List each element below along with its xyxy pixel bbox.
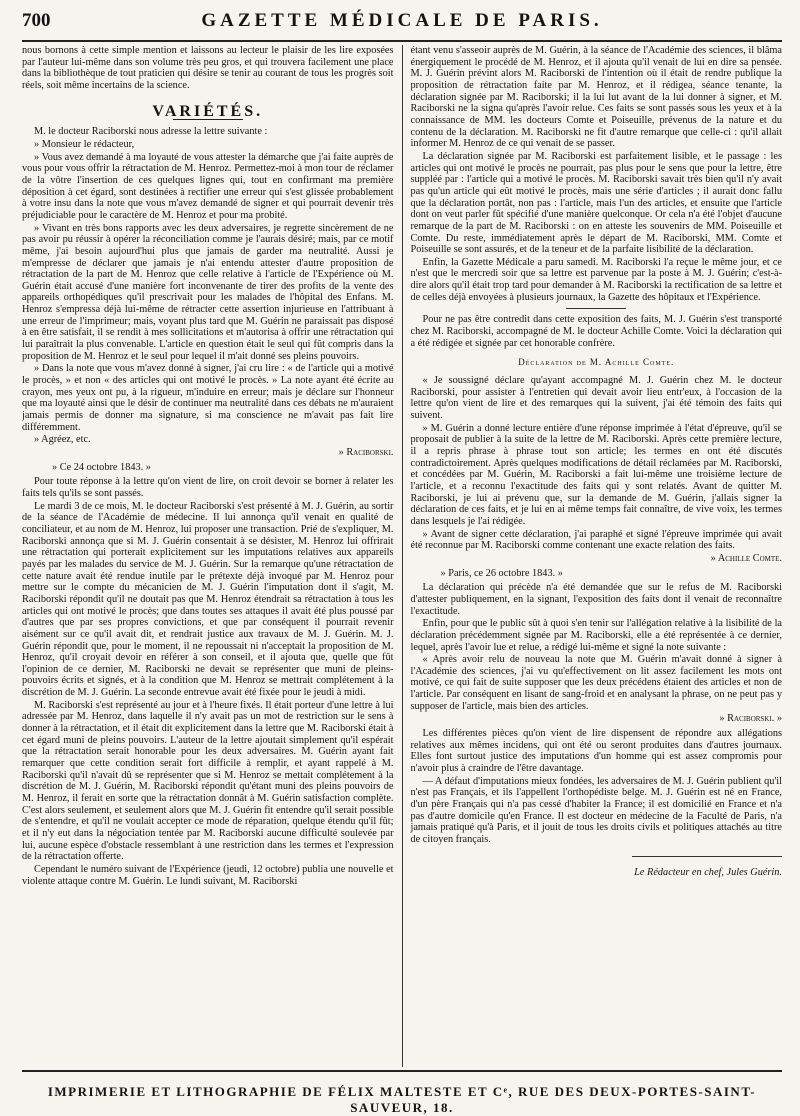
paragraph: M. Raciborski s'est représenté au jour et à l'heure fixés. Il était porteur d'une lettre à lui adressée par M. Henroz, dans laquelle il n'y avait pas un mot de restriction sur le sens à donner à la rétractation, et il était dit explicitement dans la lettre que M. Raciborski était à cet égard muni de pleins pouvoirs. L'auteur de la lettre ajoutait simplement qu'il espérait que la rétractation serait honorable pour les deux adversaires. M. Guérin ayant fait remarquer que cette condition serait fort difficile à remplir, et ayant rappelé à M. Raciborski qu'il n'avait dû se représenter que si M. Henroz se mettait complétement à la discrétion de M. J. Guérin, M. Raciborski répondit qu'étant muni des pleins pouvoirs de M. Henroz, il ferait en sorte que la rétractation donnât à M. Guérin satisfaction complète. C'est alors seulement, et seulement alors que M. J. Guérin fit entendre qu'il serait possible de s'entendre, et qu'il ne voulait accepter ce mode de réparation, quelque étendu qu'il fût; et il n'y eut dans la négociation tentée par M. Raciborski aucune difficulté soulevée par lui, aucune espèce d'obstacle ressemblant à une restriction dans les termes et l'expression de la rétractation offerte. [22,699,394,863]
declaration-date: » Paris, ce 26 octobre 1843. » [440,567,563,579]
signature: » Raciborski. [338,447,394,458]
closing: » Agréez, etc. [34,434,91,446]
paragraph: » Avant de signer cette déclaration, j'ai paraphé et signé l'épreuve imprimée qui avait été reconnue par M. Raciborski comme contenant une exacte relation des faits. [410,528,782,552]
printer-imprint: IMPRIMERIE ET LITHOGRAPHIE DE FÉLIX MALTESTE ET Cᵉ, RUE DES DEUX-PORTES-SAINT-SAUVEUR, 18. [22,1070,782,1116]
divider [632,856,782,857]
page-number: 700 [22,10,51,31]
editor-signature: Le Rédacteur en chef, Jules Guérin. [634,866,782,878]
section-title: VARIÉTÉS. [152,102,264,120]
right-column [403,45,783,1067]
page-header [22,10,782,42]
paragraph: Enfin, la Gazette Médicale a paru samedi. M. Raciborski l'a reçue le même jour, et ce n'est que le mercredi soir que sa lettre est parvenue par la poste à M. J. Guérin; c'est-à-dire alors qu'il était trop tard pour demander à M. Raciborski la rectification de sa lettre et de celles déjà envoyées à plusieurs journaux, la Gazette des hôpitaux et l'Expérience. [410,256,782,303]
paragraph: Pour ne pas être contredit dans cette exposition des faits, M. J. Guérin s'est transporté chez M. Raciborski, accompagné de M. le docteur Achille Comte. Voici la déclaration qui a été rédigée et signée par cet honorable confrère. [410,314,782,349]
signature: » Raciborski. » [719,713,782,725]
paragraph: » Dans la note que vous m'avez donné à signer, j'ai cru lire : « de l'article qui a motivé le procès, » et non « des articles qui ont motivé le procès. » La note ayant été écrite au crayon, mes yeux ont pu, à la rigueur, m'induire en erreur; mais je déclare sur l'honneur que ma loyauté ainsi que le désir de continuer ma neutralité dans ces débats ne m'auraient jamais permis de donner ma signature, si ma conscience ne m'avait pas fait lire différemment. [22,363,394,433]
letter-date: » Ce 24 octobre 1843. » [52,461,151,473]
two-column-body [22,45,782,1067]
paragraph: » M. Guérin a donné lecture entière d'une réponse imprimée à l'état d'épreuve, qu'il se proposait de publier à la suite de la lettre de M. Raciborski. Après cette première lecture, il a repris phrase à phrase tout son article; les termes en ont été discutés contradictoirement. Après quelques modifications de détail réclamées par M. Raciborski, et concédées par M. Guérin, M. Raciborski a fait lui-même une troisième lecture de l'article, et a reconnu l'exactitude des faits qui y sont relatés. Avant de quitter M. Raciborski, je lui ai prévenu que, sur la demande de M. Guérin, j'allais signer la déclaration de ces faits, et je lui en ai même temps fait connaître, de vive voix, les termes dans lesquels je l'ai rédigée. [410,422,782,527]
left-column [22,45,402,1067]
declaration-heading: Déclaration de M. Achille Comte. [518,357,675,368]
signature: » Achille Comte. [710,552,782,564]
paragraph: La déclaration signée par M. Raciborski est parfaitement lisible, et le passage : les articles qui ont motivé le procès ne pourrait, pas plus pour le sens que pour la lettre, être suppléé par : l'article qui a motivé le procès. M. Raciborski savait très bien qu'il n'y avait pas qu'un article qui eût motivé le procès, mais une série d'articles ; il aurait donc fallu que la déclaration portât, non pas : l'article, mais l'un des articles, et ensuite que l'article dont on veut parler fût spécifié d'une manière quelconque. Or cela n'a été l'objet d'aucune remarque de la part de M. Raciborski : on en atteste les souvenirs de MM. Poiseuille et Comte. Du reste, immédiatement après le départ de M. Raciborski, MM. Comte et Poiseuille se sont assurés, et de la teneur et de la parfaite lisibilité de la déclaration. [410,150,782,256]
paragraph: — A défaut d'imputations mieux fondées, les adversaires de M. J. Guérin publient qu'il n'est pas Français, et ils l'appellent l'orthopédiste belge. M. J. Guérin est né en France, d'un père Français qui n'a pas cessé d'habiter la France; il est domicilié en France et n'a pas d'autre domicile qu'en France. Il est docteur en médecine de la Faculté de Paris, n'a jamais pratiqué qu'à Paris, et il jouit de tous les droits civils et politiques attachés au titre de citoyen français. [410,775,782,845]
paragraph: Enfin, pour que le public sût à quoi s'en tenir sur l'allégation relative à la lisibilité de la déclaration précédemment signée par M. Raciborski, elle a été représentée à ce dernier, lequel, après l'avoir lue et relue, a rédigé lui-même et signé la note suivante : [410,618,782,653]
paragraph: » Vous avez demandé à ma loyauté de vous attester la démarche que j'ai faite auprès de vous pour vous offrir la rétractation de M. Henroz. Permettez-moi à mon tour de réclamer de la vôtre l'insertion de ces quelques lignes qui, tout en confirmant ma première déposition à cet égard, sont destinées à rectifier une erreur qui s'est glissée probablement à votre insu dans la note que vous m'avez demandé de signer et qui pourrait devenir très préjudiciable pour le caractère de M. Henroz et pour ma probité. [22,151,394,221]
paragraph: » Vivant en très bons rapports avec les deux adversaires, je regrette sincèrement de ne pas avoir pu réussir à opérer la réconciliation comme je l'aurais désiré; mais, par ce motif même, j'ai besoin aujourd'hui plus que jamais de garder ma neutralité. Aussi je m'empresse de déclarer que jamais je n'ai entendu attester d'autre proposition de rétractation de la part de M. Henroz que celle relative à l'article de l'Expérience où M. Guérin était accusé d'une manière fort inconvenante de tirer des profits de la vente des appareils orthopédiques qu'il prescrivait pour les malades de l'hôpital des Enfans. M. Henroz s'empressa déjà lui-même de rétracter cette assertion injurieuse en l'attribuant à une erreur de l'imprimeur; mais, voyant plus tard que M. Guérin ne paraissait pas disposé à en être satisfait, il se rendit à mes sollicitations et m'autorisa à offrir une rétractation qui lui paraîtrait la plus convenable. L'article en question était le seul qui fût compris dans la proposition de M. Henroz et le seul pour lequel il m'ait donné ses pleins pouvoirs. [22,222,394,362]
paragraph: Le mardi 3 de ce mois, M. le docteur Raciborski s'est présenté à M. J. Guérin, au sortir de la séance de l'Académie de médecine. Il lui annonça qu'il venait en qualité de conciliateur, et au nom de M. Henroz, lui proposer une transaction. Prié de s'expliquer, M. Raciborski annonça que si M. J. Guérin consentait à se désister, M. Henroz lui offrirait une rétractation qui porterait explicitement sur les imputations relatives aux appareils payés par les malades du service de M. J. Guérin. Sur la remarque qu'une rétractation de cette nature avait été rendue inutile par le prétexte déjà invoqué par M. Henroz pour mettre sur le compte du mécanicien de M. J. Guérin l'imputation dont il s'agit, M. Raciborski répondit qu'il ne doutait pas que M. Henroz étendrait sa rétractation à tous les articles qui ont motivé le procès; que dans toutes ses attaques il avait été plus poussé par d'autres que par ses propres convictions, et que par conséquent il pourrait revenir aisément sur ce qu'il avait dit, et rendrait justice aux travaux de M. J. Guérin. M. J. Guérin répondit que, pour le moment, il ne repoussait ni n'acceptait la proposition de M. Henroz, qu'il croyait devoir en référer à son conseil, et il ajouta que, quelle que fût l'opinion de ce dernier, M. Raciborski ne devait se représenter que muni de pleins-pouvoirs écrits et signés, et à la condition que M. Henroz se mettrait complétement à la discrétion de M. J. Guérin. La seconde entrevue avait été fixée pour le jeudi à midi. [22,500,394,699]
salutation: » Monsieur le rédacteur, [34,138,135,150]
paragraph: Pour toute réponse à la lettre qu'on vient de lire, on croit devoir se borner à relater les faits tels qu'ils se sont passés. [22,476,394,499]
paragraph: M. le docteur Raciborski nous adresse la lettre suivante : [34,126,268,138]
journal-title: GAZETTE MÉDICALE DE PARIS. [201,10,603,31]
paragraph: La déclaration qui précède n'a été demandée que sur le refus de M. Raciborski d'attester publiquement, en la signant, l'exposition des faits dont il venait de reconnaître l'exactitude. [410,582,782,617]
paragraph: Les différentes pièces qu'on vient de lire dispensent de répondre aux allégations relatives aux mêmes incidens, qui ont été ou seront produites dans d'autres journaux. Elles font surtout justice des imputations d'un homme qui est assez compromis pour n'avoir plus à craindre de l'être davantage. [410,728,782,775]
paragraph: étant venu s'asseoir auprès de M. Guérin, à la séance de l'Académie des sciences, il blâma énergiquement le procédé de M. Henroz, et il ajouta qu'il venait de lui en dire sa pensée. M. J. Guérin prévint alors M. Raciborski de l'intention où il était de rendre publique la proposition de rétractation faite par M. Henroz, et il rédigea, séance tenante, la déclaration signée par M. Raciborski; il la lui lut avant de la lui donner à signer, et M. Raciborski ne la signa qu'après l'avoir relue. Ces faits se sont passés sous les yeux et à la connaissance de MM. les docteurs Comte et Poiseuille, prévenus de la nature et du contenu de la déclaration. M. Raciborski ne fit d'autre remarque que celle-ci : qu'il allait informer M. Henroz de ce qui venait de se passer. [410,45,782,150]
article-continuation: nous bornons à cette simple mention et laissons au lecteur le plaisir de les lire exposées par l'auteur lui-même dans son volume très peu gros, et qui trouvera facilement une place dans la bibliothèque de tout praticien qui désire se tenir au courant de tous les progrès soit réels, soit même incertains de la science. [22,45,394,91]
paragraph: « Je soussigné déclare qu'ayant accompagné M. J. Guérin chez M. le docteur Raciborski, pour assister à l'entretien qui devait avoir lieu entr'eux, à l'occasion de la lettre qu'on vient de lire et des remarques qui la suivent, j'ai été témoin des faits qui suivent. [410,375,782,422]
quoted-note: « Après avoir relu de nouveau la note que M. Guérin m'avait donné à signer à l'Académie des sciences, j'ai vu qu'effectivement on lit assez facilement les mots ont motivé, ce qui fait de suite supposer que les deux précédens étaient des articles et non de l'article. Par conséquent en lisant de sang-froid et en analysant la phrase, on ne peut pas y supposer de l'article, mais bien des articles. [410,654,782,712]
divider [566,308,626,309]
paragraph: Cependant le numéro suivant de l'Expérience (jeudi, 12 octobre) publia une nouvelle et violente attaque contre M. Guérin. Le lundi suivant, M. Raciborski [22,863,394,887]
